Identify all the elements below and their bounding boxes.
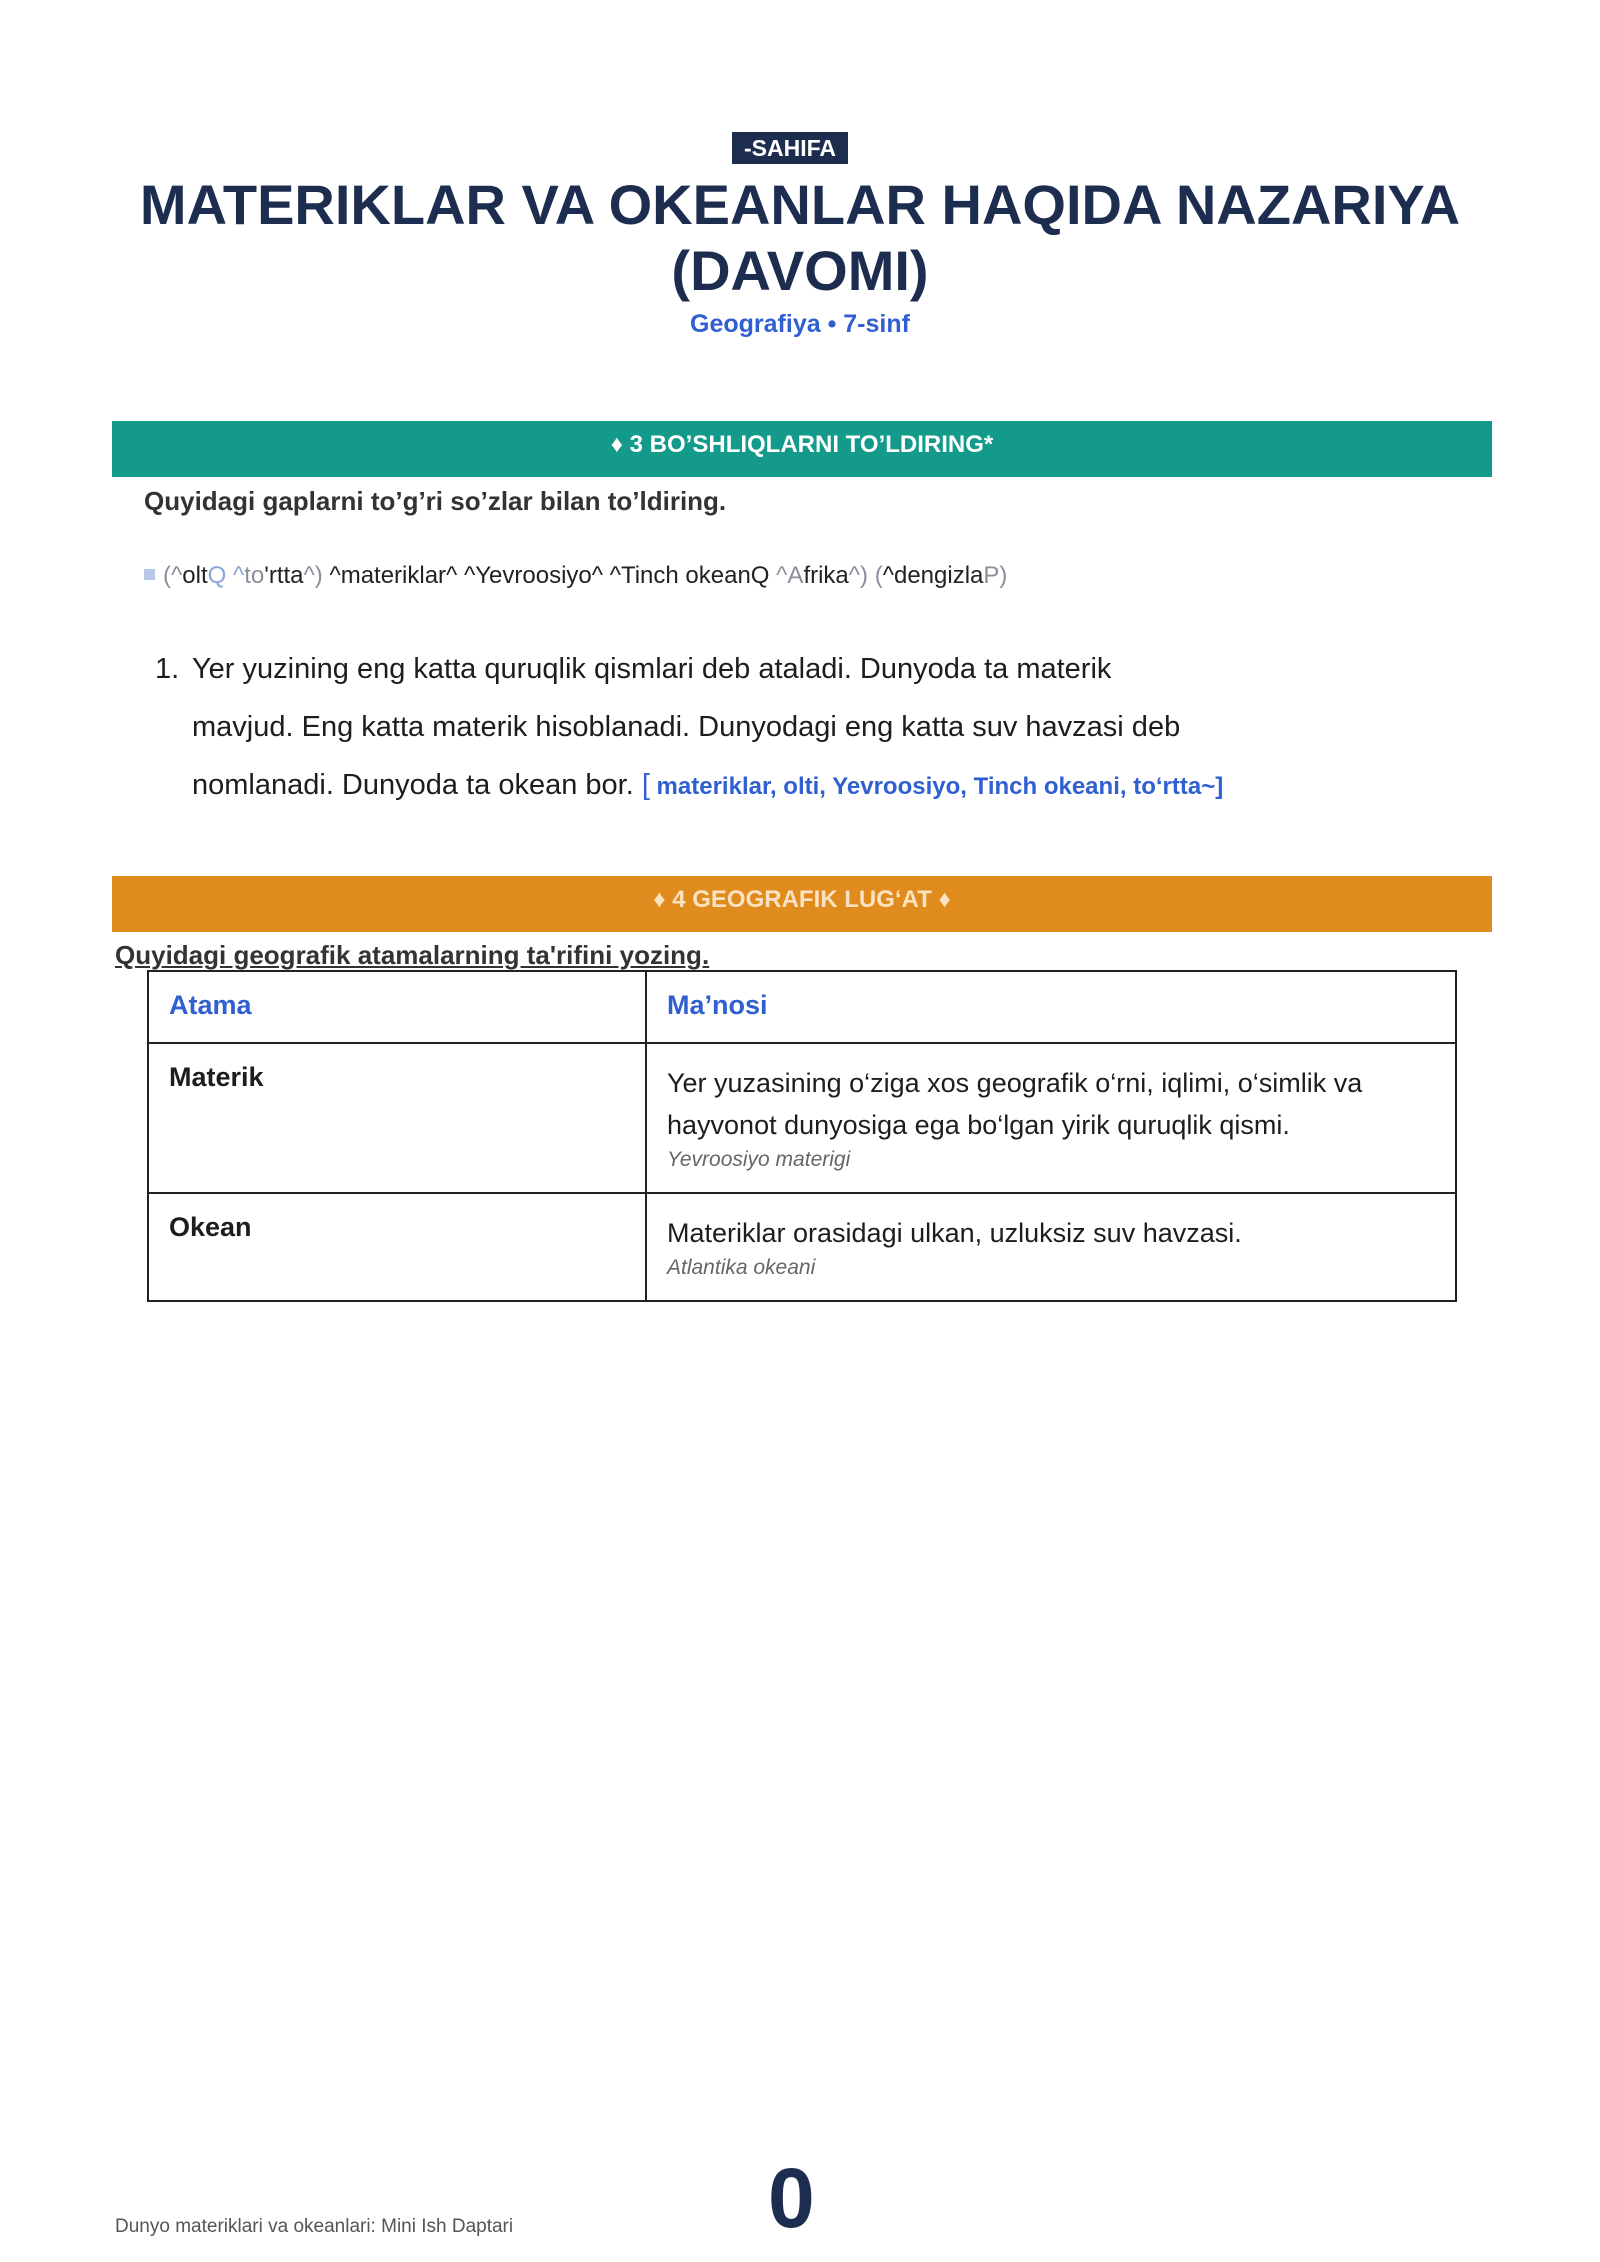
word-bank	[144, 562, 1007, 590]
exercise-line-3	[155, 756, 1375, 816]
answer-key	[641, 769, 1224, 801]
section-3-heading: ♦ 3 BO’SHLIQLARNI TO’LDIRING*	[112, 421, 1492, 477]
exercise-number: 1.	[155, 653, 180, 685]
table-header-row	[148, 971, 1456, 1043]
exercise-line-2: mavjud. Eng katta materik hisoblanadi. Dunyodagi eng katta suv havzasi deb	[192, 711, 1181, 743]
exercise-line-1	[155, 640, 1375, 698]
title-line-1: MATERIKLAR VA OKEANLAR HAQIDA NAZARIYA	[139, 173, 1461, 236]
answer-open-bracket: [	[641, 769, 650, 801]
column-header-meaning: Ma’nosi	[646, 971, 1456, 1043]
page-subtitle: Geografiya • 7-sinf	[690, 310, 910, 338]
answer-close-bracket: ]	[1215, 773, 1224, 800]
page-number: 0	[768, 2151, 815, 2245]
fill-in-exercise	[155, 640, 1375, 816]
table-row	[148, 1193, 1456, 1301]
word-bank-segment: ^) (	[848, 562, 883, 589]
word-bank-segment: ^A	[776, 562, 804, 589]
section-4-instruction: Quyidagi geografik atamalarning ta'rifini yozing.	[115, 940, 710, 970]
word-bank-segment: P)	[983, 562, 1008, 589]
page-badge: -SAHIFA	[732, 132, 848, 164]
meaning-cell	[646, 1193, 1456, 1301]
section-3-instruction: Quyidagi gaplarni to’g’ri so’zlar bilan to’ldiring.	[144, 486, 727, 516]
word-bank-segment: 'rtta	[264, 562, 304, 589]
answer-text: materiklar, olti, Yevroosiyo, Tinch okeani, to‘rtta~	[649, 773, 1216, 800]
word-bank-segment: ^dengizla	[882, 562, 984, 589]
square-bullet-icon	[144, 569, 155, 580]
glossary-table	[147, 970, 1457, 1302]
page-title	[80, 172, 1520, 304]
term-cell: Materik	[148, 1043, 646, 1193]
word-bank-segment: Q ^	[207, 562, 245, 589]
word-bank-segment: (^	[163, 562, 183, 589]
word-bank-segment: to	[244, 562, 265, 589]
table-row	[148, 1043, 1456, 1193]
word-bank-segment: olt	[182, 562, 208, 589]
exercise-text-1: Yer yuzining eng katta quruqlik qismlari deb ataladi. Dunyoda ta materik	[192, 653, 1112, 685]
word-bank-segment: frika	[803, 562, 849, 589]
meaning-text: Yer yuzasining o‘ziga xos geografik o‘rni, iqlimi, o‘simlik va hayvonot dunyosiga ega bo‘lgan yirik quruqlik qismi.	[667, 1068, 1363, 1140]
footer-title: Dunyo materiklari va okeanlari: Mini Ish Daptari	[115, 2216, 514, 2237]
meaning-text: Materiklar orasidagi ulkan, uzluksiz suv havzasi.	[667, 1218, 1242, 1248]
column-header-term: Atama	[148, 971, 646, 1043]
word-bank-segment: ^materiklar^ ^Yevroosiyo^ ^Tinch okeanQ	[329, 562, 777, 589]
word-bank-text	[163, 562, 1007, 589]
example-text: Atlantika okeani	[667, 1256, 816, 1279]
exercise-text-3: nomlanadi. Dunyoda ta okean bor.	[192, 769, 634, 801]
section-4-heading: ♦ 4 GEOGRAFIK LUG‘AT ♦	[112, 876, 1492, 932]
term-cell: Okean	[148, 1193, 646, 1301]
title-line-2: (DAVOMI)	[671, 239, 929, 302]
example-text: Yevroosiyo materigi	[667, 1148, 851, 1171]
meaning-cell	[646, 1043, 1456, 1193]
word-bank-segment: ^)	[303, 562, 330, 589]
